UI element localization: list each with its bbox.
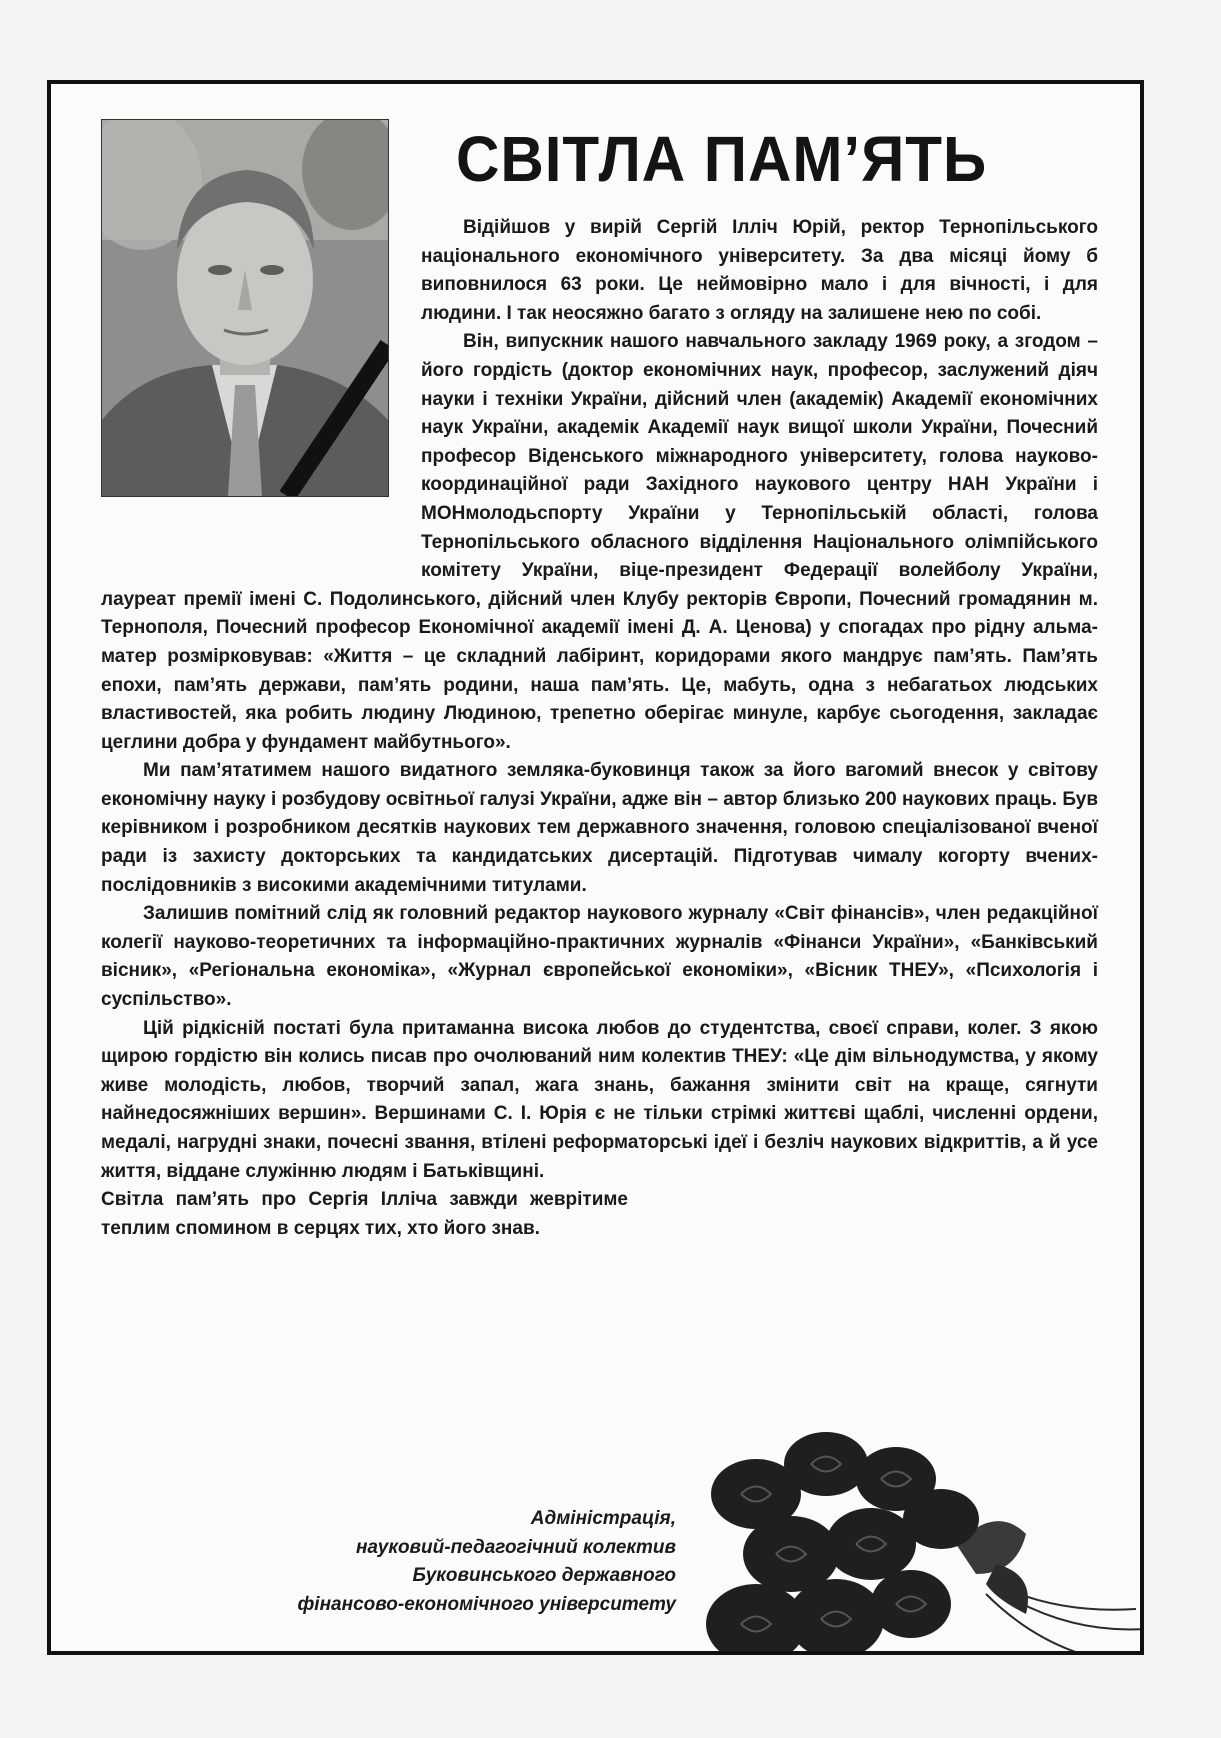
memorial-frame bbox=[47, 80, 1144, 1655]
paragraph: Відійшов у вирій Сергій Ілліч Юрій, ректор Тернопільського національного економічного університету. За два місяці йому б виповнилося 63 роки. Це неймовірно мало і для вічності, і для людини. І так неосяжно багато з огляду на залишене нею по собі. bbox=[421, 217, 1098, 324]
signature-line: Буковинського державного bbox=[412, 1565, 676, 1587]
memorial-text bbox=[101, 214, 1098, 1243]
paragraph: Він, випускник нашого навчального закладу 1969 року, а згодом – його гордість (доктор економічних наук, професор, заслужений діяч науки і техніки України, дійсний член (академік) Академії економічних наук України, академік Академії наук вищої школи України, Почесний професор Віденського міжнародного університету, голова науково-координаційної ради Західного наукового центру НАН України і МОНмолодьспорту України у Тернопільській області, голова Тернопільського обласного відділення Національного олімпійського комітету України, віце-президент Федерації волейболу України, лауреат премії імені С. Подолинського, дійсний член Клубу ректорів Європи, Почесний громадянин м. Тернополя, Почесний професор Економічної академії імені Д. А. Ценова) у спогадах про рідну альма-матер розмірковував: «Життя – це складний лабіринт, коридорами якого мандрує пам’ять. Пам’ять епохи, пам’ять держави, пам’ять родини, наша пам’ять. Це, мабуть, одна з небагатьох людських властивостей, яка робить людину Людиною, трепетно оберігає минуле, карбує сьогодення, закладає цеглини добра у фундамент майбутнього». bbox=[101, 331, 1098, 753]
signature-line: Адміністрація, bbox=[530, 1508, 676, 1529]
signature-line: науковий-педагогічний колектив bbox=[355, 1536, 676, 1558]
page-title: СВІТЛА ПАМ’ЯТЬ bbox=[456, 123, 988, 195]
rose-icon bbox=[696, 1424, 1144, 1655]
signature-line: фінансово-економічного університету bbox=[297, 1593, 676, 1615]
paragraph: Ми пам’ятатимем нашого видатного земляка-буковинця також за його вагомий внесок у світову економічну науку і розбудову освітньої галузі України, адже він – автор близько 200 наукових праць. Був керівником і розробником десятків наукових тем державного значення, головою спеціалізованої вченої ради із захисту докторських та кандидатських дисертацій. Підготував чималу когорту вчених-послідовників з високими академічними титулами. bbox=[101, 760, 1098, 896]
roses-bouquet-image bbox=[696, 1424, 1144, 1655]
paragraph: Цій рідкісній постаті була притаманна висока любов до студентства, своєї справи, колег. З якою щирою гордістю він колись писав про очолюваний ним колектив ТНЕУ: «Це дім вільнодумства, у якому живе молодість, любов, творчий запал, жага знань, бажання змінити світ на краще, сягнути найнедосяжніших вершин». Вершинами С. І. Юрія є не тільки стрімкі життєві щаблі, численні ордени, медалі, нагрудні знаки, почесні звання, втілені реформаторські ідеї і безліч наукових відкриттів, а й усе життя, віддане служінню людям і Батьківщині. bbox=[101, 1017, 1098, 1182]
closing-paragraph: Світла пам’ять про Сергія Ілліча завжди жеврітиме теплим спомином в серцях тих, хто його знав. bbox=[101, 1189, 628, 1239]
signature bbox=[201, 1505, 676, 1619]
paragraph: Залишив помітний слід як головний редактор наукового журналу «Світ фінансів», член редакційної колегії науково-теоретичних та інформаційно-практичних журналів «Фінанси України», «Банківський вісник», «Регіональна економіка», «Журнал європейської економіки», «Вісник ТНЕУ», «Психологія і суспільство». bbox=[101, 903, 1098, 1011]
